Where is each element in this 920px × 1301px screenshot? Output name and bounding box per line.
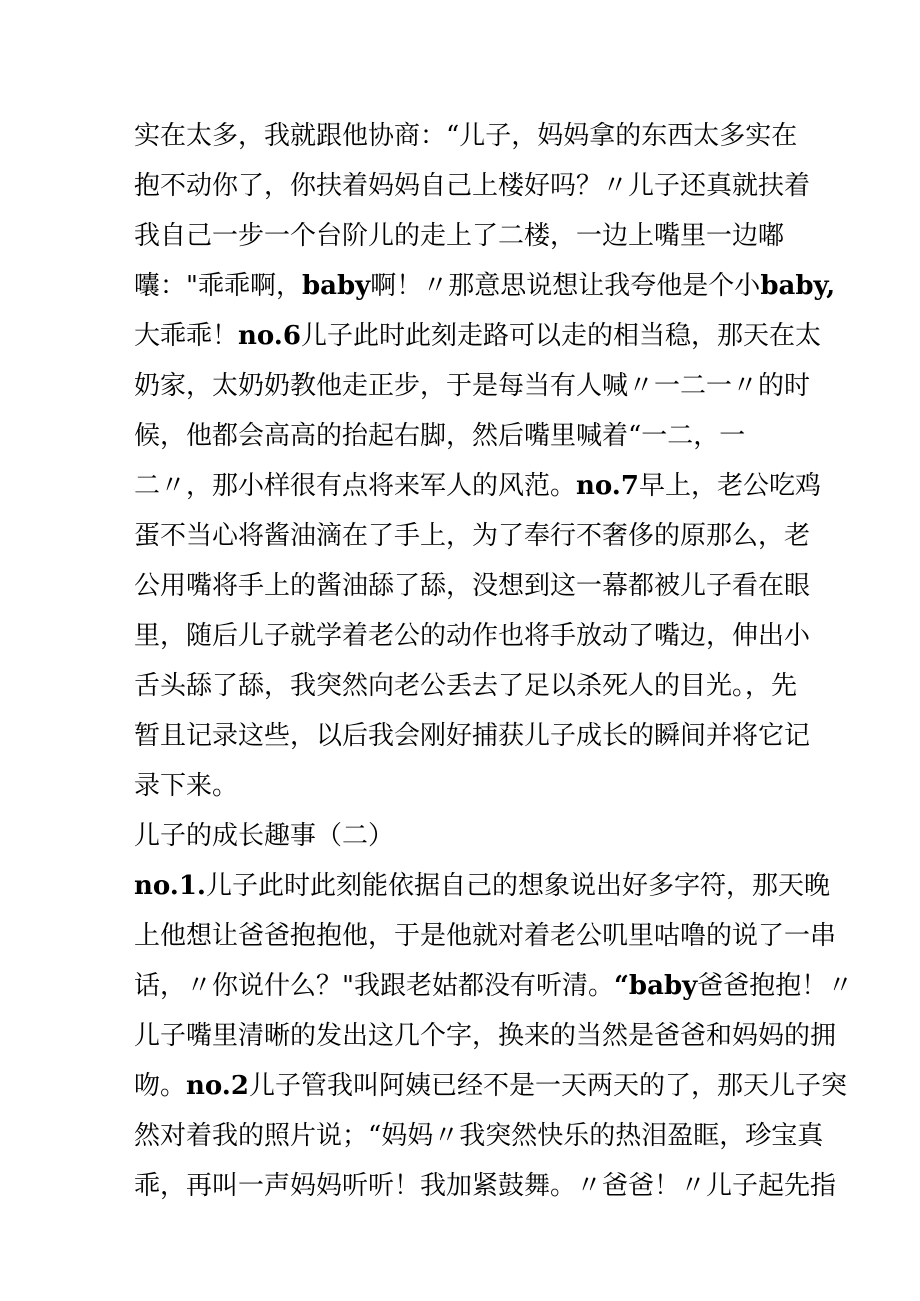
bold-text-run: no.7	[576, 471, 639, 501]
text-line	[134, 361, 811, 411]
bold-text-run: “baby	[613, 971, 698, 1001]
text-run: 儿子的成长趣事（二）	[134, 821, 395, 851]
text-run: 录下来。	[134, 771, 239, 801]
text-line	[134, 911, 837, 961]
bold-text-run: baby,	[760, 271, 836, 301]
text-line	[134, 1161, 837, 1211]
text-line	[134, 561, 811, 611]
document-body	[134, 111, 854, 1211]
text-line	[134, 411, 794, 461]
text-run: 公用嘴将手上的酱油舔了舔，没想到这一幕都被儿子看在眼	[134, 571, 811, 601]
text-run: 上他想让爸爸抱抱他，于是他就对着老公叽里咕噜的说了一串	[134, 921, 837, 951]
text-line	[134, 211, 794, 261]
bold-text-run: no.2	[186, 1071, 249, 1101]
text-run: 啊！〃那意思说想让我夸他是个小	[370, 271, 761, 301]
text-run: 早上，老公吃鸡	[638, 471, 821, 501]
text-line	[134, 111, 798, 161]
text-run: 蛋不当心将酱油滴在了手上，为了奉行不奢侈的原那么，老	[134, 521, 811, 551]
text-run: 二〃，那小样很有点将来军人的风范。	[134, 471, 577, 501]
bold-text-run: baby	[301, 271, 371, 301]
bold-text-run: no.6	[238, 321, 301, 351]
text-run: 暂且记录这些，以后我会刚好捕获儿子成长的瞬间并将它记	[134, 721, 811, 751]
text-line	[134, 661, 798, 711]
text-line	[134, 461, 821, 511]
text-run: 舌头舔了舔，我突然向老公丢去了足以杀死人的目光。，先	[134, 671, 798, 701]
text-run: 抱不动你了，你扶着妈妈自己上楼好吗？〃儿子还真就扶着	[134, 171, 811, 201]
text-line	[134, 1111, 824, 1161]
text-run: 我自己一步一个台阶儿的走上了二楼，一边上嘴里一边嘟	[134, 221, 785, 251]
bold-text-run: no.1.	[134, 871, 206, 901]
text-run: 吻。	[134, 1071, 187, 1101]
text-run: 儿子此时此刻能依据自己的想象说出好多字符，那天晚	[205, 871, 830, 901]
text-line	[134, 961, 854, 1011]
text-line	[134, 761, 794, 811]
text-line	[134, 811, 794, 861]
text-line	[134, 611, 811, 661]
text-line	[134, 511, 811, 561]
text-run: 爸爸抱抱！〃	[697, 971, 854, 1001]
text-line	[134, 711, 811, 761]
text-line	[134, 1061, 847, 1111]
text-run: 候，他都会高高的抬起右脚，然后嘴里喊着“一二，一	[134, 421, 746, 451]
text-run: 奶家，太奶奶教他走正步，于是每当有人喊〃一二一〃的时	[134, 371, 811, 401]
text-line	[134, 161, 811, 211]
text-line	[134, 311, 821, 361]
text-run: 乖，再叫一声妈妈听听！我加紧鼓舞。〃爸爸！〃儿子起先指	[134, 1171, 837, 1201]
text-run: 儿子此时此刻走路可以走的相当稳，那天在太	[300, 321, 821, 351]
text-run: 话，〃你说什么？"我跟老姑都没有听清。	[134, 971, 614, 1001]
text-line	[134, 1011, 837, 1061]
text-run: 然对着我的照片说；“妈妈〃我突然快乐的热泪盈眶，珍宝真	[134, 1121, 824, 1151]
text-run: 里，随后儿子就学着老公的动作也将手放动了嘴边，伸出小	[134, 621, 811, 651]
text-run: 儿子管我叫阿姨已经不是一天两天的了，那天儿子突	[248, 1071, 847, 1101]
text-run: 儿子嘴里清晰的发出这几个字，换来的当然是爸爸和妈妈的拥	[134, 1021, 837, 1051]
text-line	[134, 861, 830, 911]
text-run: 囔："乖乖啊，	[134, 271, 302, 301]
text-run: 大乖乖！	[134, 321, 239, 351]
text-run: 实在太多，我就跟他协商：“儿子，妈妈拿的东西太多实在	[134, 121, 798, 151]
text-line	[134, 261, 836, 311]
